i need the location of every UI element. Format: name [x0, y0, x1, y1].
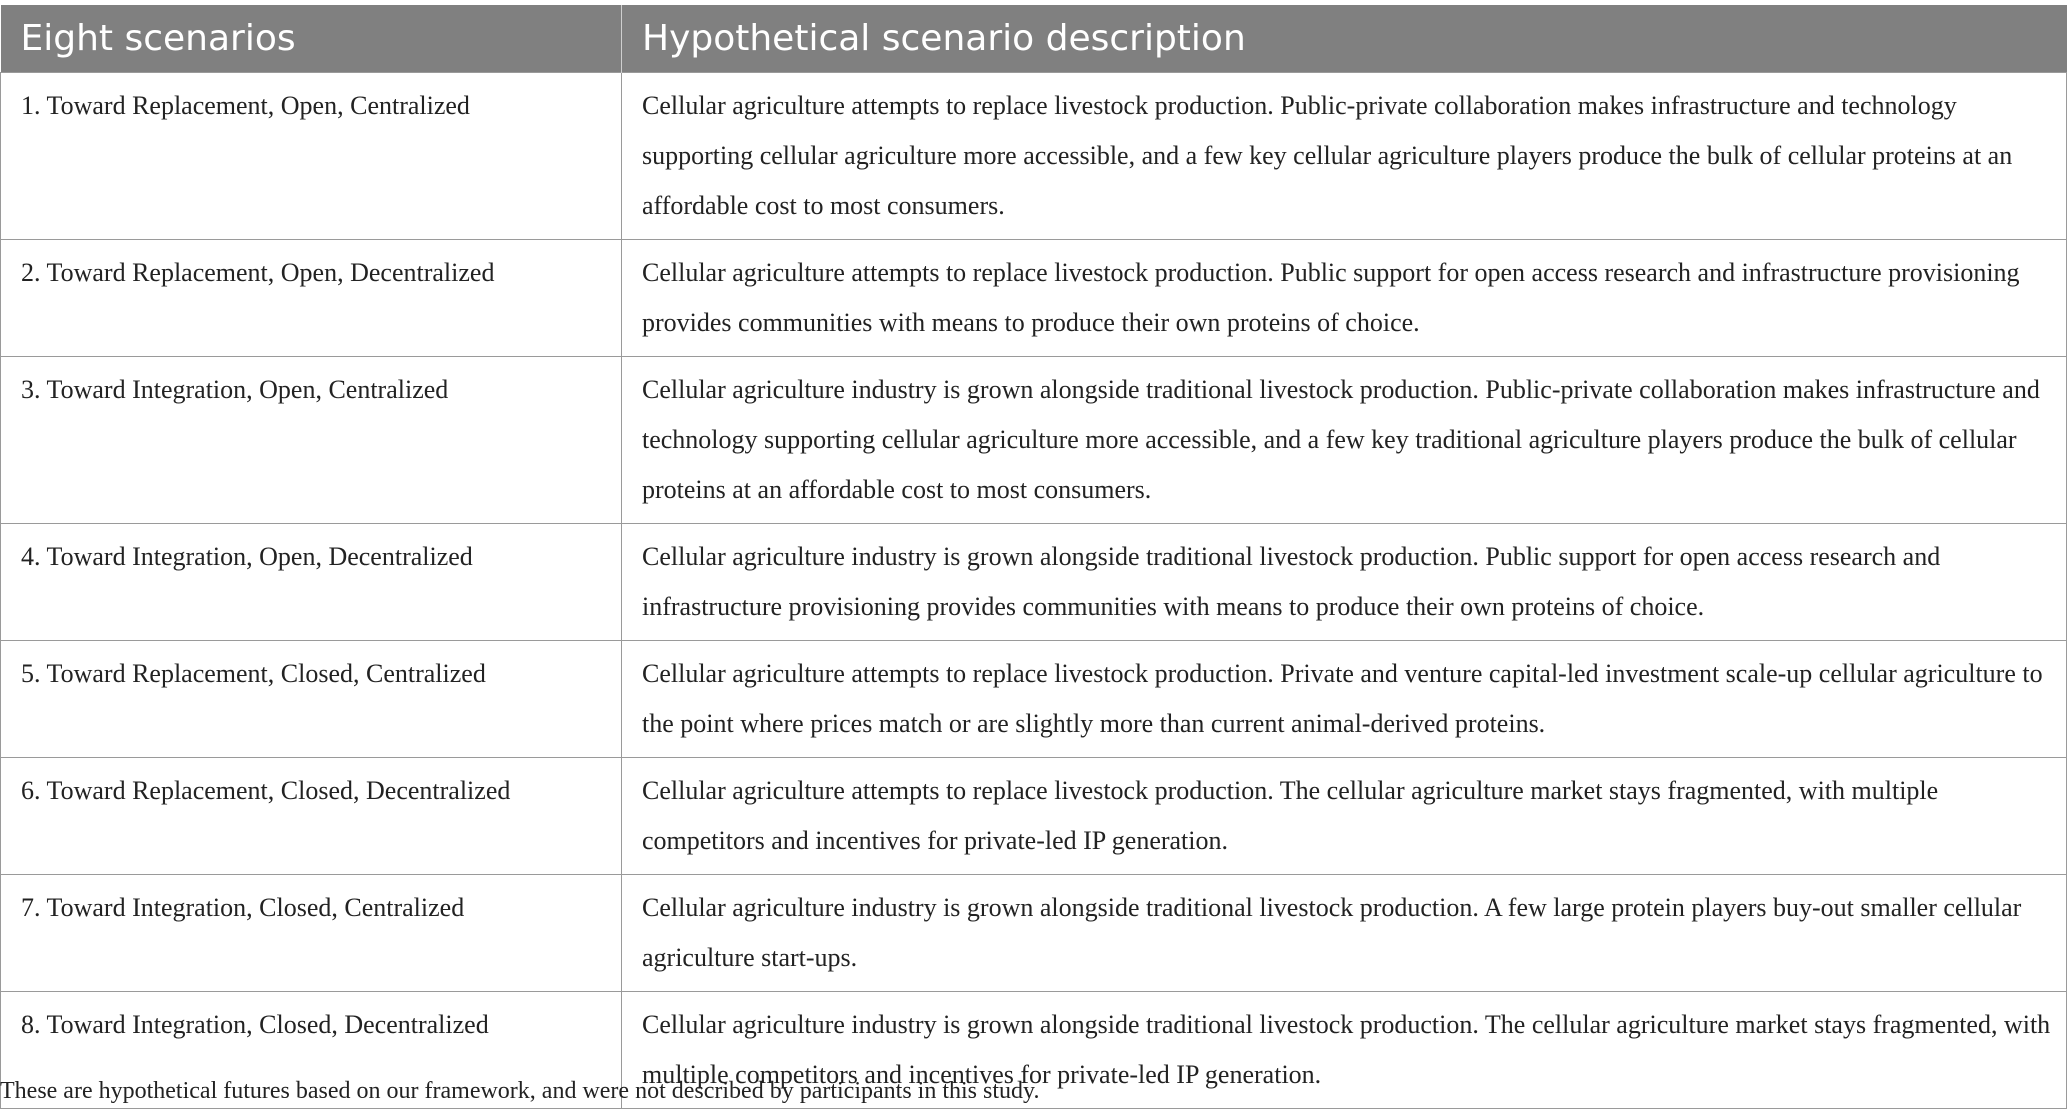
scenario-cell: 1. Toward Replacement, Open, Centralized [1, 73, 622, 240]
table-header-row [1, 5, 2067, 73]
scenario-cell: 6. Toward Replacement, Closed, Decentralized [1, 758, 622, 875]
scenario-cell: 2. Toward Replacement, Open, Decentralized [1, 240, 622, 357]
description-cell: Cellular agriculture industry is grown alongside traditional livestock production. The cellular agriculture market stays fragmented, with multiple competitors and incentives for private-led IP generation. [622, 992, 2067, 1109]
table-row [1, 524, 2067, 641]
scenario-cell: 5. Toward Replacement, Closed, Centralized [1, 641, 622, 758]
description-cell: Cellular agriculture attempts to replace livestock production. Public-private collaboration makes infrastructure and technology supporting cellular agriculture more accessible, and a few key cellular agriculture players produce the bulk of cellular proteins at an affordable cost to most consumers. [622, 73, 2067, 240]
table-row [1, 758, 2067, 875]
scenario-table [0, 5, 2067, 1109]
table-row [1, 357, 2067, 524]
description-cell: Cellular agriculture industry is grown alongside traditional livestock production. A few large protein players buy-out smaller cellular agriculture start-ups. [622, 875, 2067, 992]
scenario-cell: 3. Toward Integration, Open, Centralized [1, 357, 622, 524]
table-row [1, 641, 2067, 758]
table-row [1, 875, 2067, 992]
description-cell: Cellular agriculture industry is grown alongside traditional livestock production. Public support for open access research and infrastructure provisioning provides communities with means to produce their own proteins of choice. [622, 524, 2067, 641]
header-scenario-description: Hypothetical scenario description [622, 5, 2067, 73]
description-cell: Cellular agriculture attempts to replace livestock production. Private and venture capital-led investment scale-up cellular agriculture to the point where prices match or are slightly more than current animal-derived proteins. [622, 641, 2067, 758]
description-cell: Cellular agriculture attempts to replace livestock production. The cellular agriculture market stays fragmented, with multiple competitors and incentives for private-led IP generation. [622, 758, 2067, 875]
table-footnote: These are hypothetical futures based on our framework, and were not described by participants in this study. [0, 1078, 1040, 1104]
table-row [1, 73, 2067, 240]
table-row [1, 240, 2067, 357]
scenario-cell: 8. Toward Integration, Closed, Decentralized [1, 992, 622, 1109]
description-cell: Cellular agriculture industry is grown alongside traditional livestock production. Public-private collaboration makes infrastructure and technology supporting cellular agriculture more accessible, and a few key traditional agriculture players produce the bulk of cellular proteins at an affordable cost to most consumers. [622, 357, 2067, 524]
scenario-cell: 4. Toward Integration, Open, Decentralized [1, 524, 622, 641]
description-cell: Cellular agriculture attempts to replace livestock production. Public support for open access research and infrastructure provisioning provides communities with means to produce their own proteins of choice. [622, 240, 2067, 357]
scenario-table-container [0, 5, 2067, 1109]
header-eight-scenarios: Eight scenarios [1, 5, 622, 73]
scenario-cell: 7. Toward Integration, Closed, Centralized [1, 875, 622, 992]
